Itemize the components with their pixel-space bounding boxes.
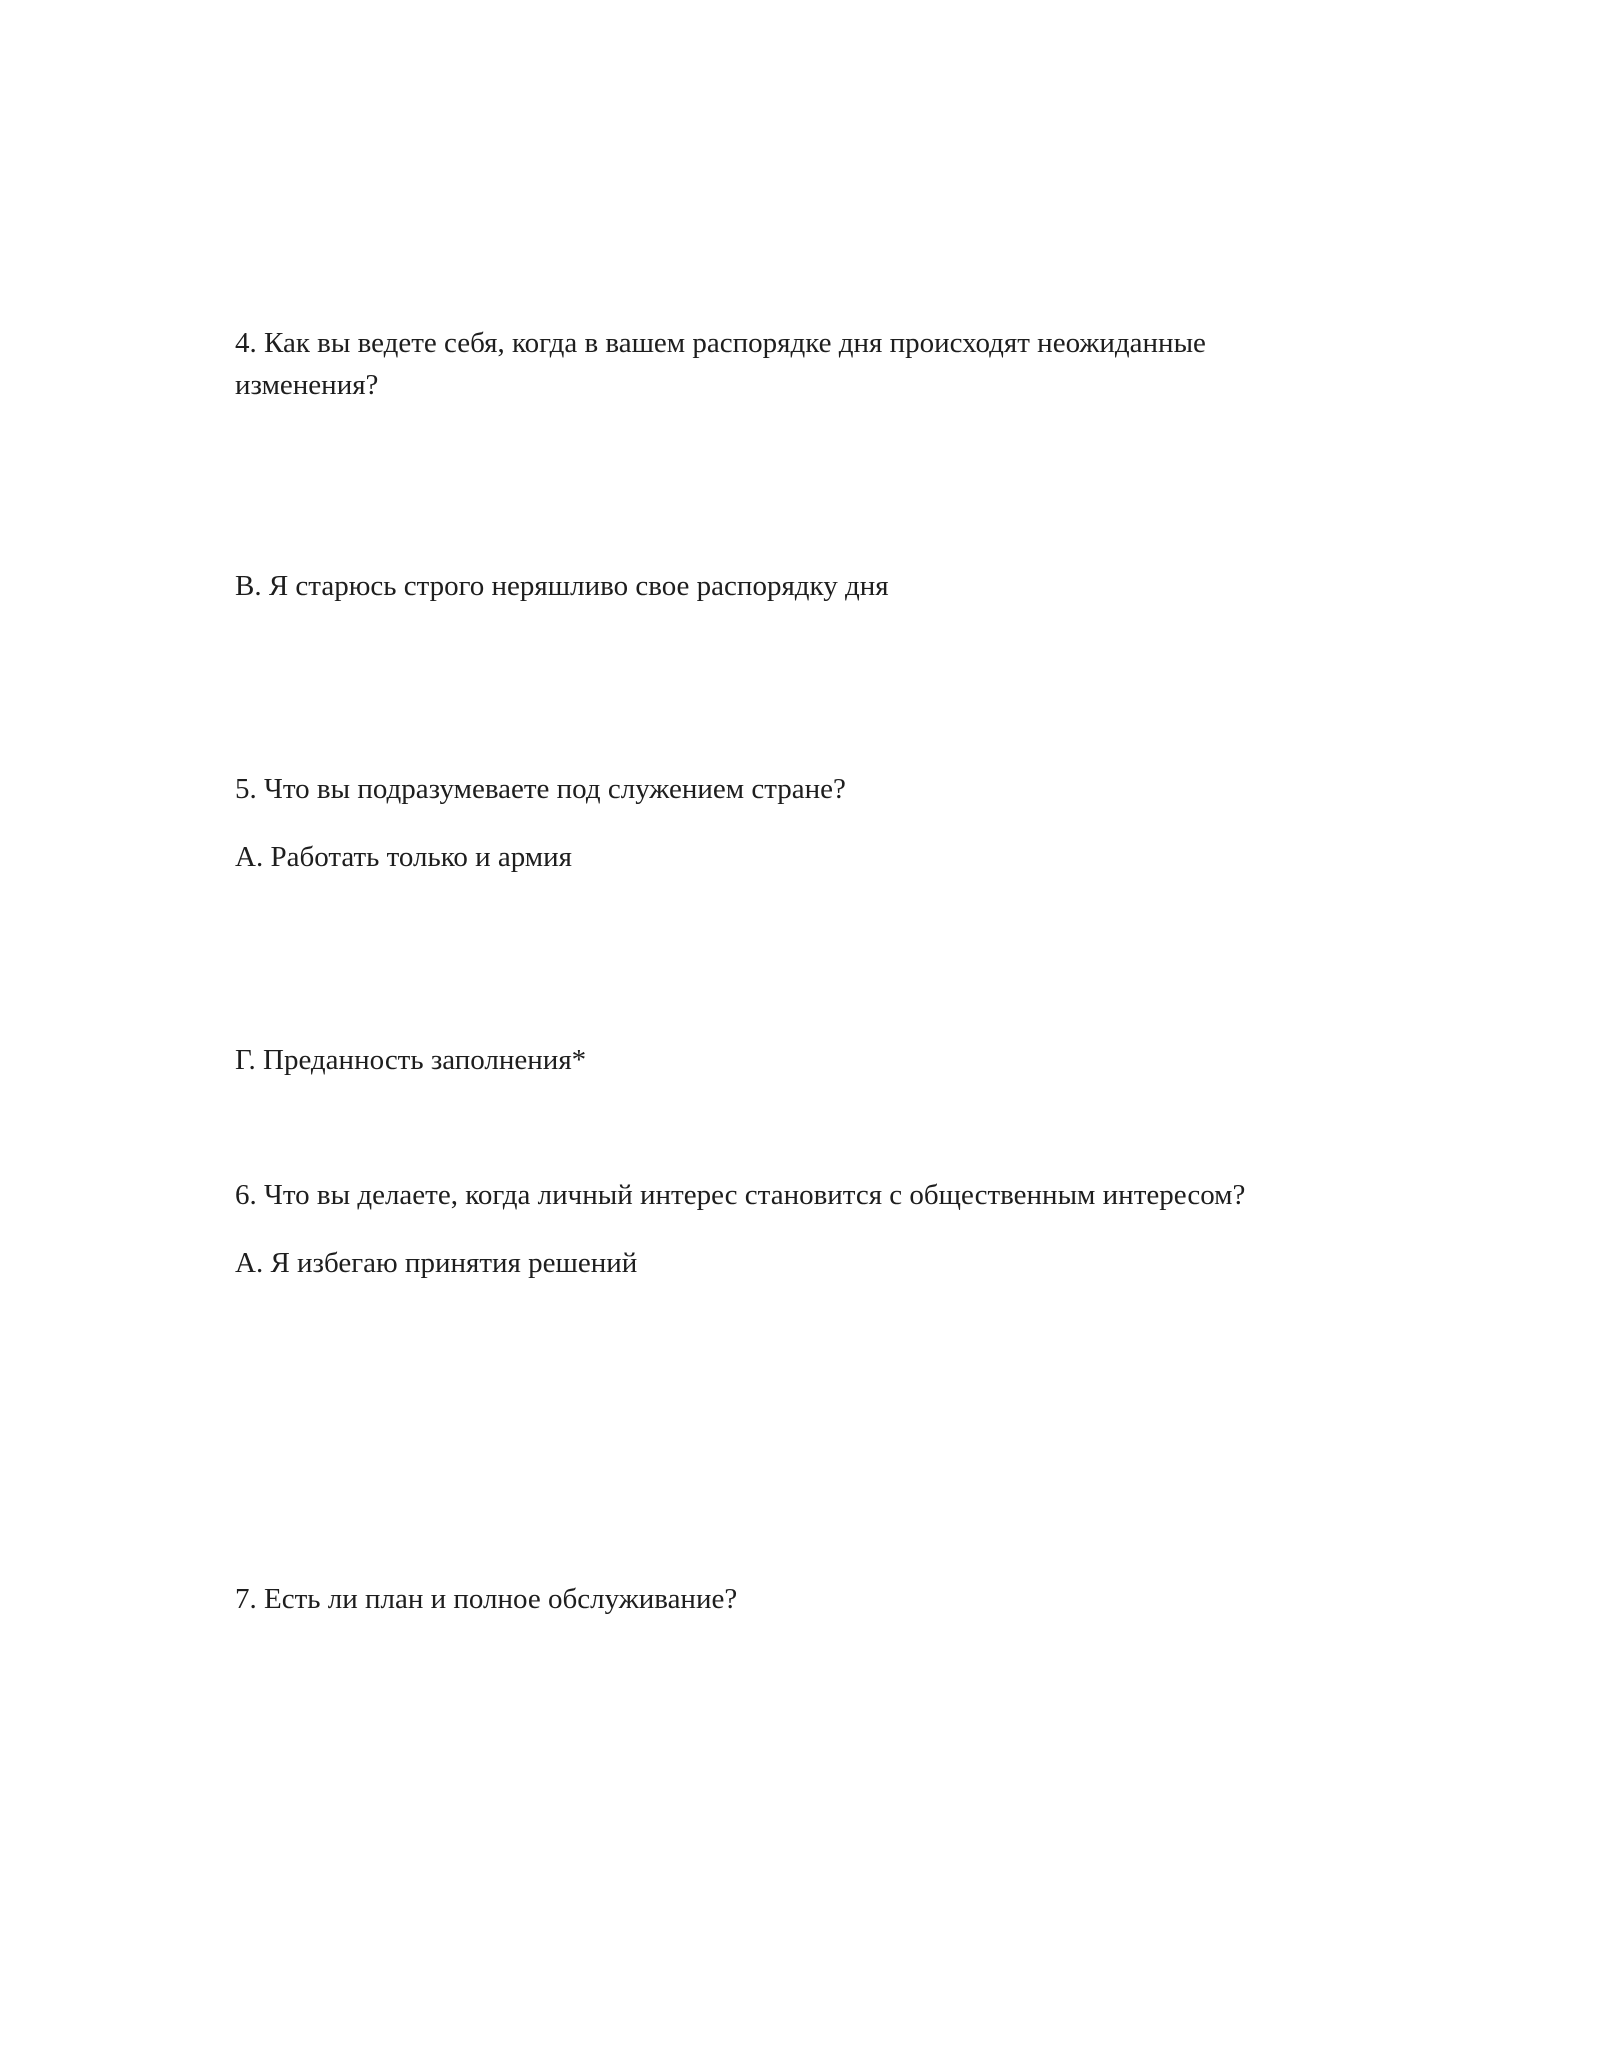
question-6-text: 6. Что вы делаете, когда личный интерес становится с общественным интересом? <box>235 1179 1246 1211</box>
question-4-text: 4. Как вы ведете себя, когда в вашем распорядке дня происходят неожиданные <box>235 327 1206 359</box>
question-4-text-continued: изменения? <box>235 369 379 401</box>
question-5-option-a: А. Работать только и армия <box>235 841 572 873</box>
question-5-option-g: Г. Преданность заполнения* <box>235 1044 587 1076</box>
question-6-option-a: А. Я избегаю принятия решений <box>235 1247 638 1279</box>
question-5-text: 5. Что вы подразумеваете под служением стране? <box>235 773 846 805</box>
question-4-option-b: В. Я старюсь строго неряшливо свое распорядку дня <box>235 570 889 602</box>
question-7-text: 7. Есть ли план и полное обслуживание? <box>235 1583 738 1615</box>
